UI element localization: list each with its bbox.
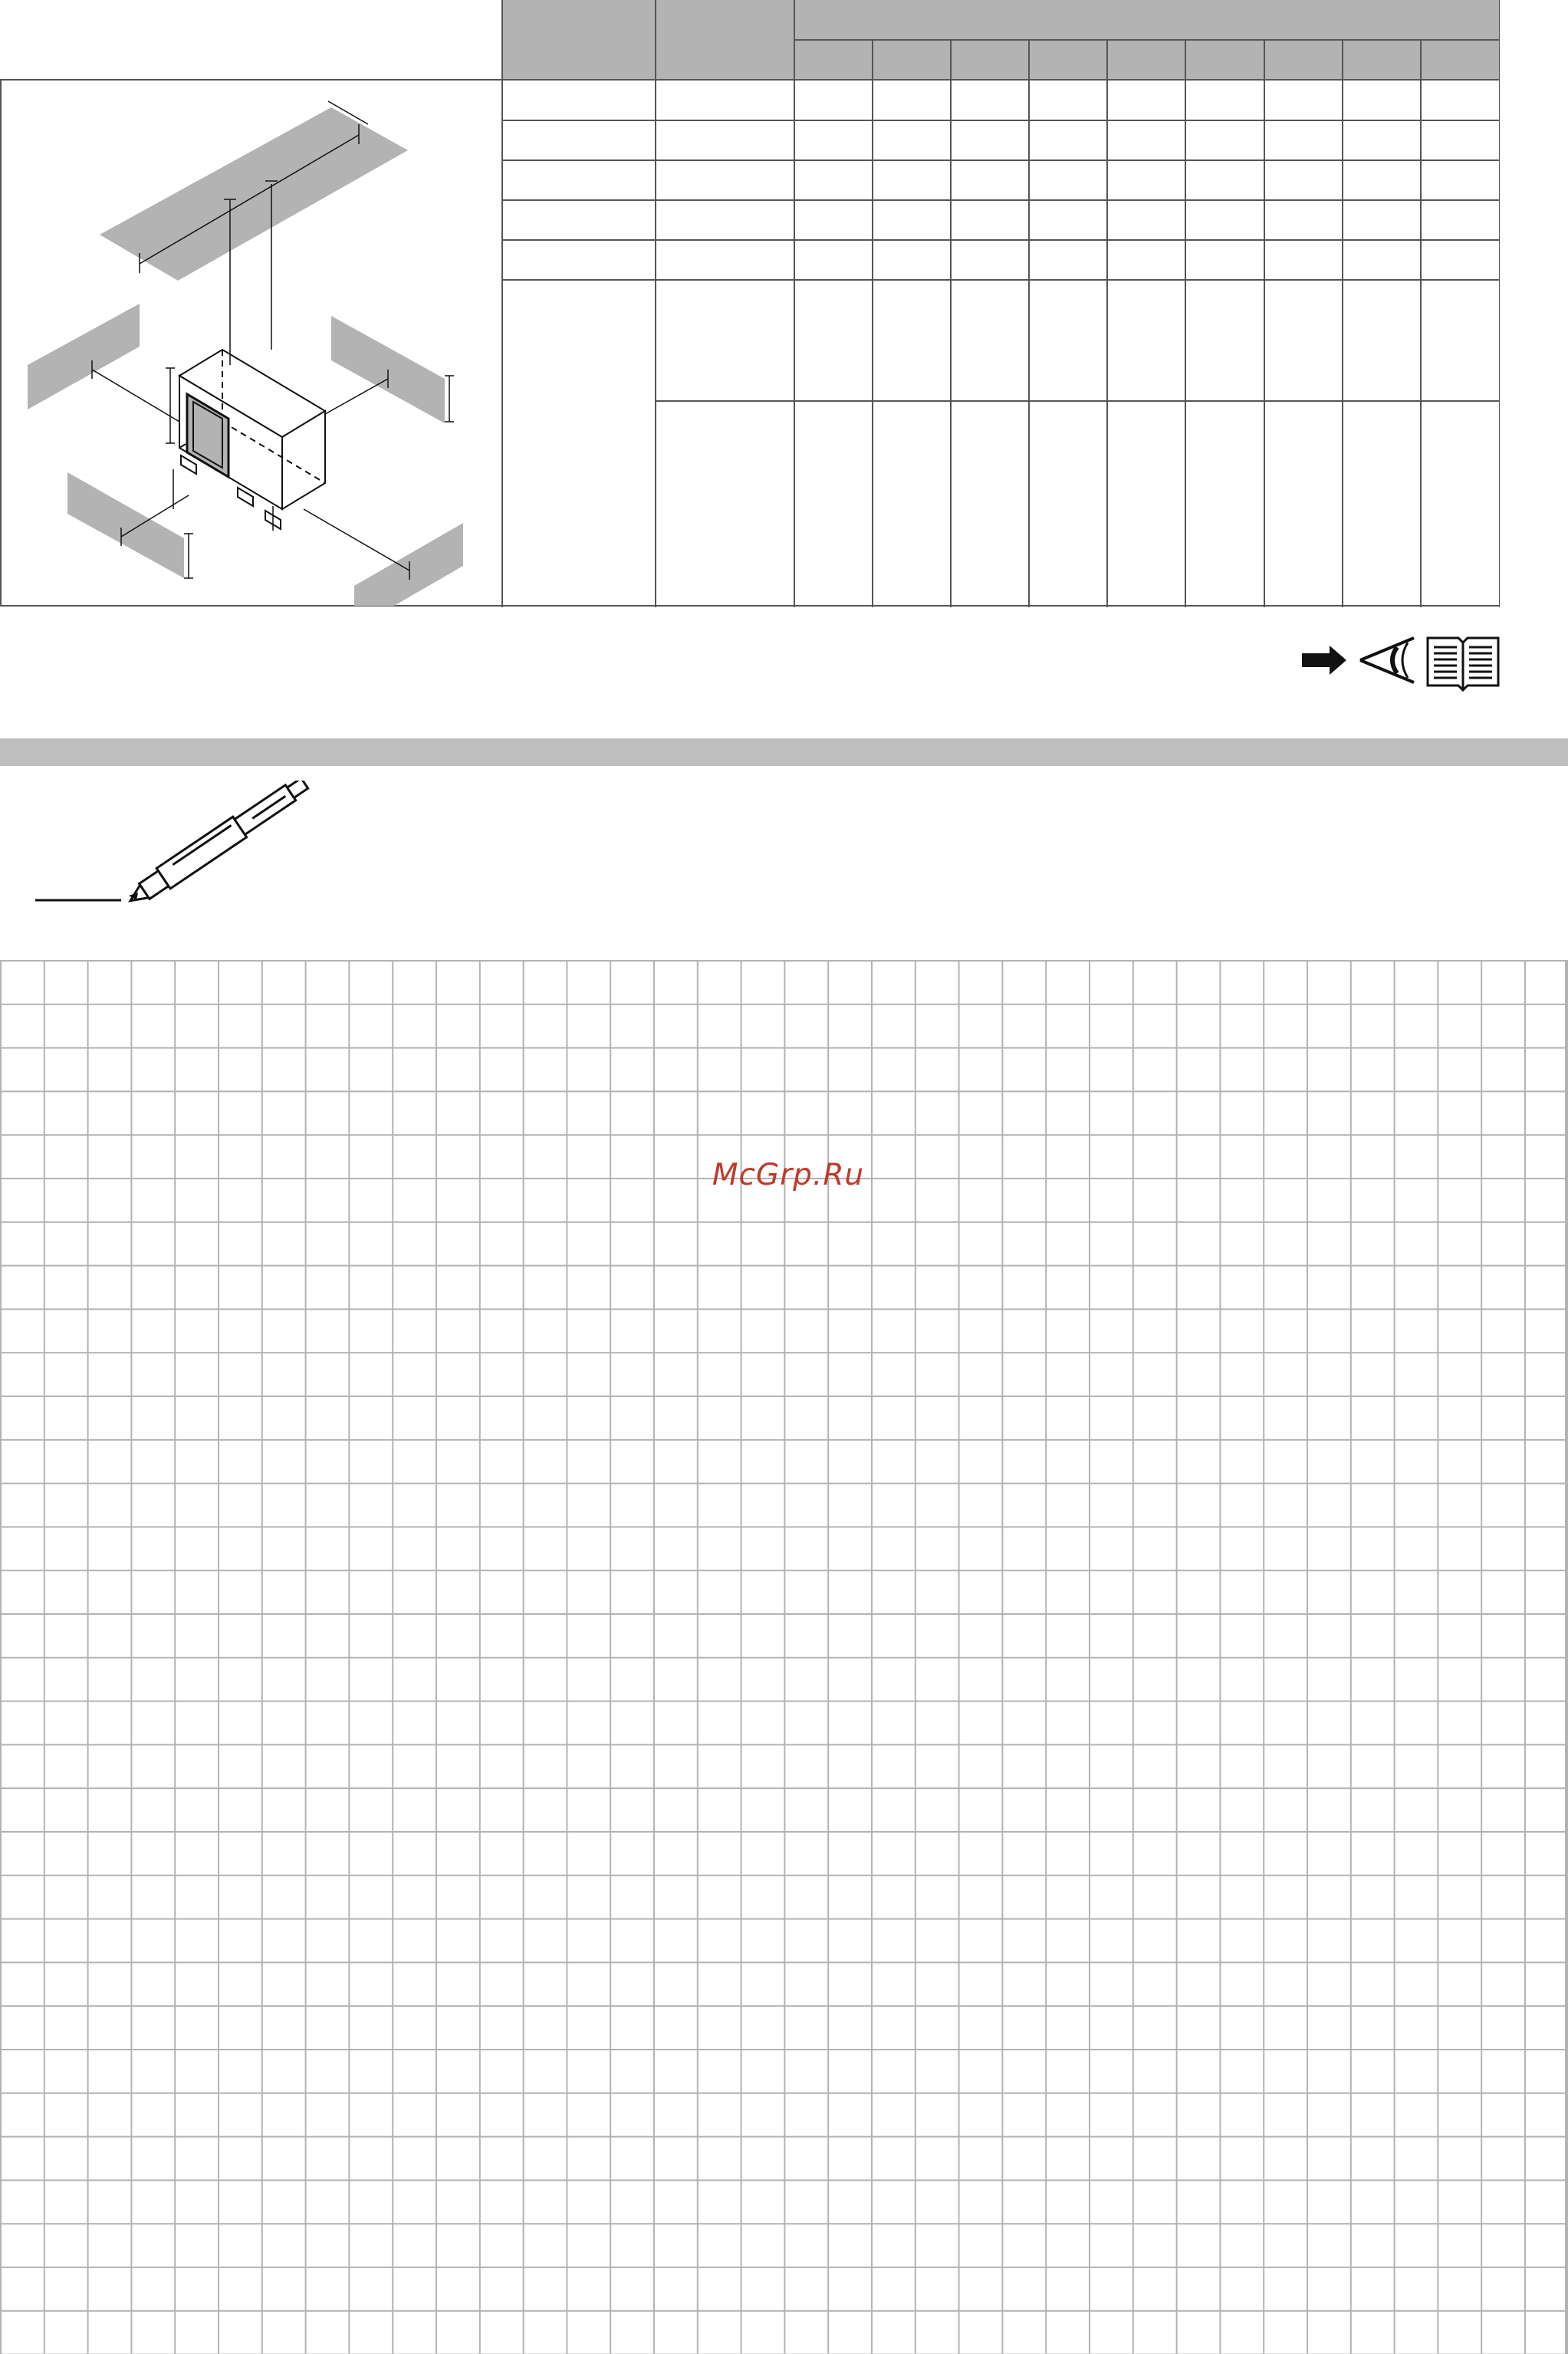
arrow-right-icon <box>1302 646 1346 675</box>
eye-icon <box>1360 638 1414 682</box>
watermark-text: McGrp.Ru <box>712 1158 865 1192</box>
section-separator-bar <box>0 738 1568 766</box>
header-cell-col-2 <box>656 0 794 80</box>
wall-panels <box>28 107 463 606</box>
notes-pen-icon <box>31 781 337 919</box>
front-right-wall-panel <box>354 523 463 606</box>
outdoor-unit <box>179 350 325 529</box>
installation-clearance-diagram <box>0 80 505 606</box>
see-manual-icons <box>1299 623 1501 699</box>
front-left-wall-panel <box>67 472 184 578</box>
open-book-icon <box>1428 638 1498 690</box>
top-clearance-panel <box>100 107 408 281</box>
header-cell-col-1 <box>502 0 656 80</box>
left-wall-panel <box>28 304 140 409</box>
